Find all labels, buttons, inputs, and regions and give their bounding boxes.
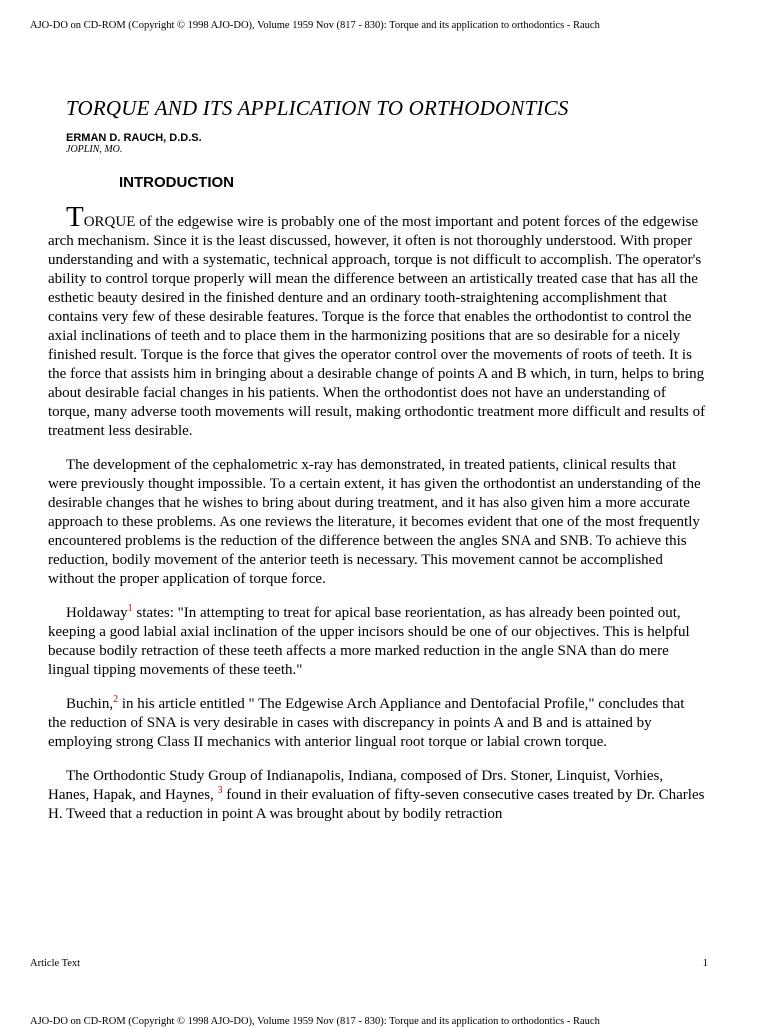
paragraph-5 [48, 767, 706, 824]
paragraph-5-text: found in their evaluation of fifty-seven consecutive cases treated by Dr. Charles H. Tweed that a reduction in point A was brought about by bodily retraction [48, 787, 705, 822]
section-heading-introduction: INTRODUCTION [119, 174, 234, 191]
body-text [48, 201, 706, 824]
running-footer: AJO-DO on CD-ROM (Copyright © 1998 AJO-DO), Volume 1959 Nov (817 - 830): Torque and its application to orthodontics - Rauch [30, 1016, 600, 1027]
article [48, 96, 706, 839]
paragraph-3-text: states: "In attempting to treat for apical base reorientation, as has already been pointed out, keeping a good labial axial inclination of the upper incisors should be one of our objectives. This is helpful because bodily retraction of these teeth affects a more marked reduction in the angle SNA than do mere lingual tipping movements of these teeth." [48, 605, 690, 678]
paragraph-4 [48, 695, 706, 752]
reference-link-1[interactable]: 1 [127, 603, 133, 614]
paragraph-1 [48, 201, 706, 441]
drop-cap: T [66, 201, 84, 233]
paragraph-4-lead: Buchin, [66, 696, 114, 712]
author-affiliation: JOPLIN, MO. [66, 144, 123, 155]
paragraph-3-lead: Holdaway [66, 605, 128, 621]
paragraph-4-text: in his article entitled " The Edgewise Arch Appliance and Dentofacial Profile," concludes that the reduction of SNA is very desirable in cases with discrepancy in points A and B and is attained by employing strong Class II mechanics with anterior lingual root torque or labial crown torque. [48, 696, 685, 750]
page-number: 1 [702, 958, 708, 969]
paragraph-1-text: ORQUE of the edgewise wire is probably one of the most important and potent forces of the edgewise arch mechanism. Since it is the least discussed, however, it often is not thoroughly understood. With proper understanding and with a systematic, technical approach, torque is not difficult to accomplish. The operator's ability to control torque properly will mean the difference between an artistically treated case that has all the esthetic beauty desired in the finished denture and an ordinary tooth-straightening accomplishment that contains very few of these desirable features. Torque is the force that enables the orthodontist to control the axial inclinations of teeth and to place them in the harmonizing positions that are so desirable for a nicely finished result. Torque is the force that gives the operator control over the movements of roots of teeth. It is the force that assists him in bringing about a desirable change of points A and B which, in turn, helps to bring about desirable facial changes in his patients. When the orthodontist does not have an understanding of torque, many adverse tooth movements will result, making orthodontic treatment more difficult and results of treatment less desirable. [48, 214, 706, 439]
paragraph-5-lead: The Orthodontic Study Group of Indianapolis, Indiana, composed of Drs. Stoner, Linquist, Vorhies, Hanes, Hapak, and Haynes, [48, 768, 664, 803]
author-name: ERMAN D. RAUCH, D.D.S. [66, 132, 202, 144]
article-title: TORQUE AND ITS APPLICATION TO ORTHODONTICS [66, 96, 569, 120]
paragraph-3 [48, 604, 706, 680]
reference-link-3[interactable]: 3 [217, 785, 223, 796]
reference-link-2[interactable]: 2 [113, 694, 119, 705]
paragraph-2: The development of the cephalometric x-ray has demonstrated, in treated patients, clinical results that were previously thought impossible. To a certain extent, it has given the orthodontist an understanding of the desirable changes that he wishes to bring about during treatment, and it has also given him a more accurate approach to these problems. As one reviews the literature, it becomes evident that one of the most frequently encountered problems is the reduction of the difference between the angles SNA and SNB. To achieve this reduction, bodily movement of the anterior teeth is necessary. This movement cannot be accomplished without the proper application of torque force. [48, 457, 701, 587]
running-header: AJO-DO on CD-ROM (Copyright © 1998 AJO-DO), Volume 1959 Nov (817 - 830): Torque and its application to orthodontics - Rauch [30, 20, 600, 31]
footer-label: Article Text [30, 958, 81, 969]
